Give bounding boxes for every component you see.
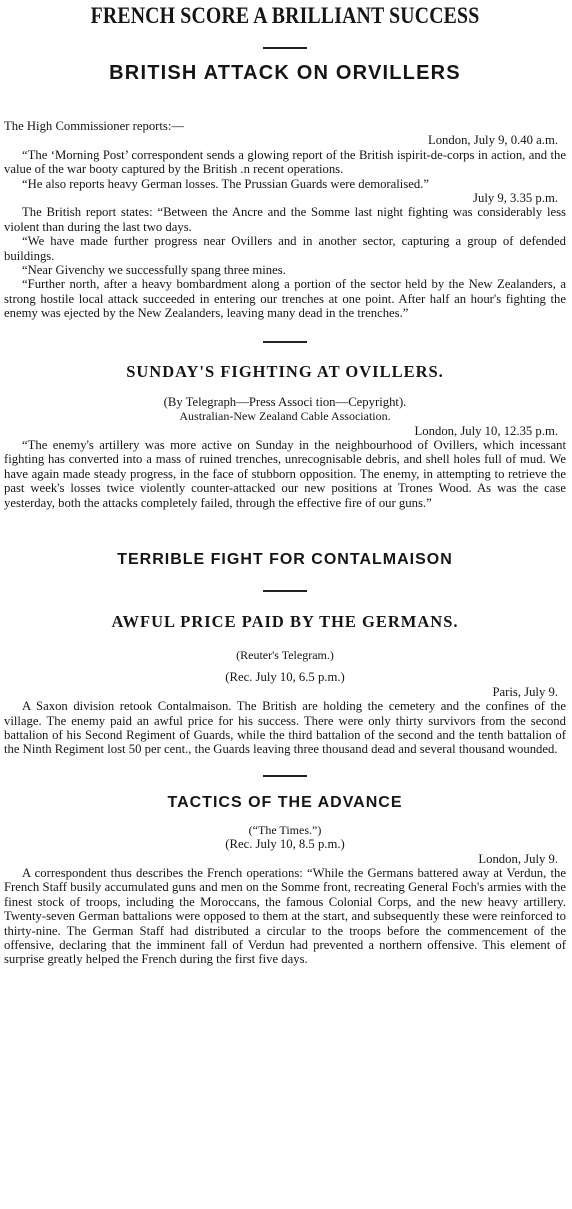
paragraph: “He also reports heavy German losses. The Prussian Guards were demoralised.” bbox=[22, 176, 430, 191]
paragraph: “We have made further progress near Ovillers and in another sector, capturing a group of defended buildings. bbox=[4, 234, 566, 263]
british-attack-heading: BRITISH ATTACK ON ORVILLERS bbox=[109, 62, 461, 84]
credit-line: (By Telegraph—Press Associ tion—Cepyright). bbox=[163, 394, 407, 409]
dateline: July 9, 3.35 p.m. bbox=[473, 191, 558, 206]
newspaper-page bbox=[0, 2, 572, 1209]
contalmaison-heading: TERRIBLE FIGHT FOR CONTALMAISON bbox=[117, 550, 453, 568]
received-line: (Rec. July 10, 8.5 p.m.) bbox=[225, 837, 345, 852]
main-headline: FRENCH SCORE A BRILLIANT SUCCESS bbox=[90, 3, 480, 28]
received-line: (Rec. July 10, 6.5 p.m.) bbox=[225, 670, 345, 685]
paragraph: “The ‘Morning Post’ correspondent sends a glowing report of the British ispirit-de-corps in action, and the value of the war booty captured by the British .n recent operations. bbox=[4, 147, 566, 177]
credit-line: Australian-New Zealand Cable Association. bbox=[179, 409, 391, 424]
paragraph: A correspondent thus describes the French operations: “While the Germans battered away at Verdun, the French Staff busily accumulated guns and men on the Somme front, recreating General Foch's armies with the finest stock of troops, including the Moroccans, the famous Colonial Corps, and the new heavy artillery. Twenty-seven German battalions were opposed to them at the start, and subsequently these were reinforced to thirty-nine. The German Staff had distributed a circular to the troops before the commencement of the offensive, declaring that the imminent fall of Verdun had prevented a northern offensive. This element of surprise greatly helped the French during the first five days. bbox=[4, 866, 566, 967]
paragraph: The British report states: “Between the Ancre and the Somme last night fighting was considerably less violent than during the last two days. bbox=[4, 205, 566, 234]
dateline: London, July 9, 0.40 a.m. bbox=[427, 133, 558, 148]
awful-price-heading: AWFUL PRICE PAID BY THE GERMANS. bbox=[111, 611, 459, 631]
paragraph: “The enemy's artillery was more active on Sunday in the neighbourhood of Ovillers, which incessant fighting has converted into a mass of ruined trenches, unrecognisable debris, and shell holes full of mud. We have again made steady progress, in the face of stubborn opposition. The enemy, in attempting to retrieve the past week's losses twice violently counter-attacked our new positions at Trones Wood. As was the case yesterday, both the attacks completely failed, through the effective fire of our guns.” bbox=[4, 437, 566, 510]
paragraph: “Near Givenchy we successfully spang three mines. bbox=[22, 263, 286, 278]
dateline: Paris, July 9. bbox=[492, 684, 558, 699]
sunday-heading: SUNDAY'S FIGHTING AT OVILLERS. bbox=[126, 361, 444, 381]
credit-line: (Reuter's Telegram.) bbox=[236, 647, 334, 662]
credit-line: (“The Times.”) bbox=[248, 822, 322, 837]
intro-line: The High Commissioner reports:— bbox=[4, 119, 185, 133]
paragraph: “Further north, after a heavy bombardment along a portion of the sector held by the New Zealanders, a strong hostile local attack succeeded in entering our trenches at one point. After half an hour's fighting the enemy was ejected by the New Zealanders, leaving many dead in the trenches.” bbox=[4, 277, 566, 321]
tactics-heading: TACTICS OF THE ADVANCE bbox=[167, 793, 403, 811]
paragraph: A Saxon division retook Contalmaison. The British are holding the cemetery and the confines of the village. The enemy paid an awful price for his success. There were only thirty survivors from the second battalion of his Second Regiment of Guards, while the third battalion of the second and the tenth battalion of the Ninth Regiment lost 50 per cent., the Guards leaving three thousand dead and several thousand wounded. bbox=[4, 699, 566, 757]
dateline: London, July 9. bbox=[478, 851, 558, 866]
dateline: London, July 10, 12.35 p.m. bbox=[414, 423, 558, 438]
